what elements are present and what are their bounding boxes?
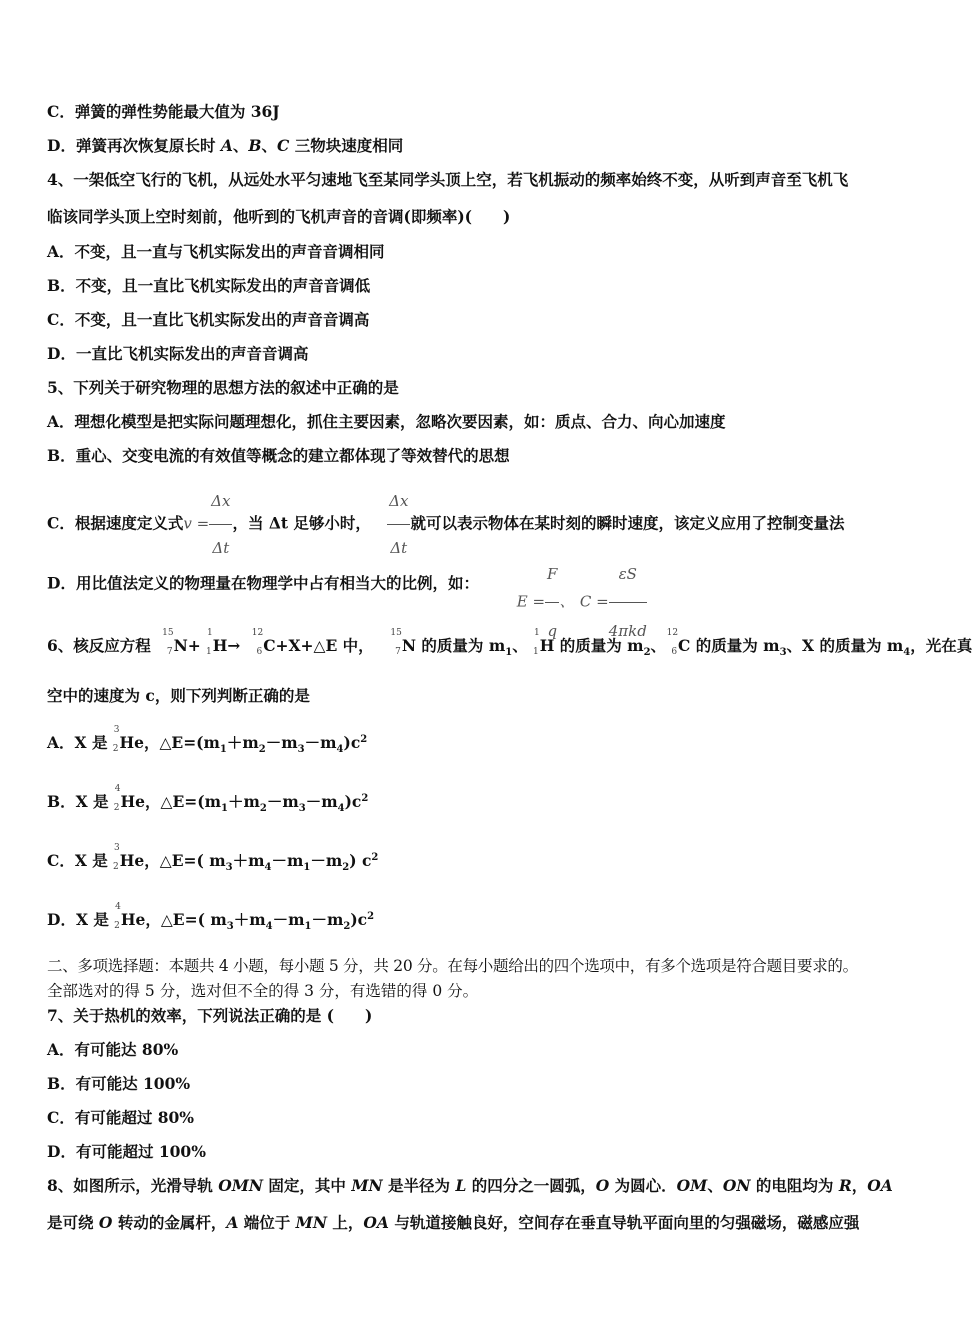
helium-isotope: 3 2 xyxy=(113,843,120,872)
q5-option-b: B．重心、交变电流的有效值等概念的建立都体现了等效替代的思想 xyxy=(47,446,510,465)
q6-stem-line1: 6、核反应方程 15 7 N+ 1 1 H→ 12 6 C+X+△E 中， 15 7 N 的质量为 $m_1$、 1 1 H 的质量为 $m_2$、 12 6 C 的质量为 $m_3$、X 的质量为 $m_4$，光在真 xyxy=(47,628,972,659)
q7-option-a: A．有可能达 80% xyxy=(47,1040,179,1059)
helium-isotope: 3 2 xyxy=(112,725,120,754)
delta-fraction: $\frac{\Delta x}{\Delta t}$ xyxy=(387,480,410,569)
section2-instructions-line1: 二、多项选择题：本题共 4 小题，每小题 5 分，共 20 分。在每小题给出的四个选项中，有多个选项是符合题目要求的。 xyxy=(47,957,858,975)
q7-option-c: C．有可能超过 80% xyxy=(47,1108,195,1127)
section2-instructions-line2: 全部选对的得 5 分，选对但不全的得 3 分，有选错的得 0 分。 xyxy=(47,982,479,1000)
q3-option-d: D．弹簧再次恢复原长时 A、B、C 三物块速度相同 xyxy=(47,136,404,155)
q4-stem-line2: 临该同学头顶上空时刻前，他听到的飞机声音的音调(即频率)( ) xyxy=(47,207,511,226)
e-field-fraction: $\frac{F}{q}$ xyxy=(545,548,559,657)
nitrogen-15-isotope-2: 15 7 xyxy=(390,628,402,657)
q7-option-d: D．有可能超过 100% xyxy=(47,1142,206,1161)
carbon-12-isotope: 12 6 xyxy=(251,628,264,657)
q6-option-b: B．X 是 4 2 He，$\triangle E=(m_1+m_2-m_3-m_4)c^2$ xyxy=(47,784,369,815)
q7-stem: 7、关于热机的效率，下列说法正确的是 ( ) xyxy=(47,1006,373,1025)
velocity-fraction: $\frac{\Delta x}{\Delta t}$ xyxy=(209,480,232,569)
q5-option-a: A．理想化模型是把实际问题理想化，抓住主要因素，忽略次要因素，如：质点、合力、向心加速度 xyxy=(47,412,726,431)
helium-isotope: 4 2 xyxy=(113,784,121,813)
q4-option-d: D．一直比飞机实际发出的声音音调高 xyxy=(47,344,309,363)
q5-stem: 5、下列关于研究物理的思想方法的叙述中正确的是 xyxy=(47,378,399,397)
q6-option-d: D．X 是 4 2 He，△E=( $m_3+m_4-m_1-m_2)c^2$ xyxy=(47,902,375,933)
hydrogen-1-isotope: 1 1 xyxy=(206,628,213,657)
capacitance-fraction: $\frac{\varepsilon S}{\text{4πkd}}$ xyxy=(609,548,647,657)
q8-stem-line1: 8、如图所示，光滑导轨 OMN 固定，其中 MN 是半径为 L 的四分之一圆弧，O 为圆心．OM、ON 的电阻均为 R，OA xyxy=(47,1176,893,1195)
helium-isotope: 4 2 xyxy=(114,902,121,931)
q8-stem-line2: 是可绕 O 转动的金属杆，A 端位于 MN 上，OA 与轨道接触良好，空间存在垂直导轨平面向里的匀强磁场，磁感应强 xyxy=(47,1213,860,1232)
q5-option-c: C．根据速度定义式v = $\frac{\Delta x}{\Delta t}$ ，当 Δt 足够小时， $\frac{\Delta x}{\Delta t}$ 就可以表示物体在某时刻的瞬时速度，该定义应用了控制变量法 xyxy=(47,480,844,569)
q4-option-a: A．不变，且一直与飞机实际发出的声音音调相同 xyxy=(47,242,385,261)
q4-option-b: B．不变，且一直比飞机实际发出的声音音调低 xyxy=(47,276,371,295)
q6-option-a: A．X 是 3 2 He，$\triangle E=(m_1+m_2-m_3-m_4)c^2$ xyxy=(47,725,368,756)
q4-option-c: C．不变，且一直比飞机实际发出的声音音调高 xyxy=(47,310,370,329)
q6-option-c: C．X 是 3 2 He，△E=( $m_3+m_4-m_1-m_2$) $c^2$ xyxy=(47,843,379,874)
nitrogen-15-isotope: 15 7 xyxy=(162,628,174,657)
q6-stem-line2: 空中的速度为 c，则下列判断正确的是 xyxy=(47,686,310,705)
q7-option-b: B．有可能达 100% xyxy=(47,1074,191,1093)
q5-option-d: D．用比值法定义的物理量在物理学中占有相当大的比例，如： E = $\frac{F}{q}$ 、 C = $\frac{\varepsilon S}{\text{4πkd}}$ xyxy=(47,548,647,657)
hydrogen-1-isotope-2: 1 1 xyxy=(532,628,540,657)
q4-stem-line1: 4、一架低空飞行的飞机，从远处水平匀速地飞至某同学头顶上空，若飞机振动的频率始终不变，从听到声音至飞机飞 xyxy=(47,170,849,189)
q3-option-c: C．弹簧的弹性势能最大值为 36J xyxy=(47,102,280,121)
carbon-12-isotope-2: 12 6 xyxy=(666,628,679,657)
